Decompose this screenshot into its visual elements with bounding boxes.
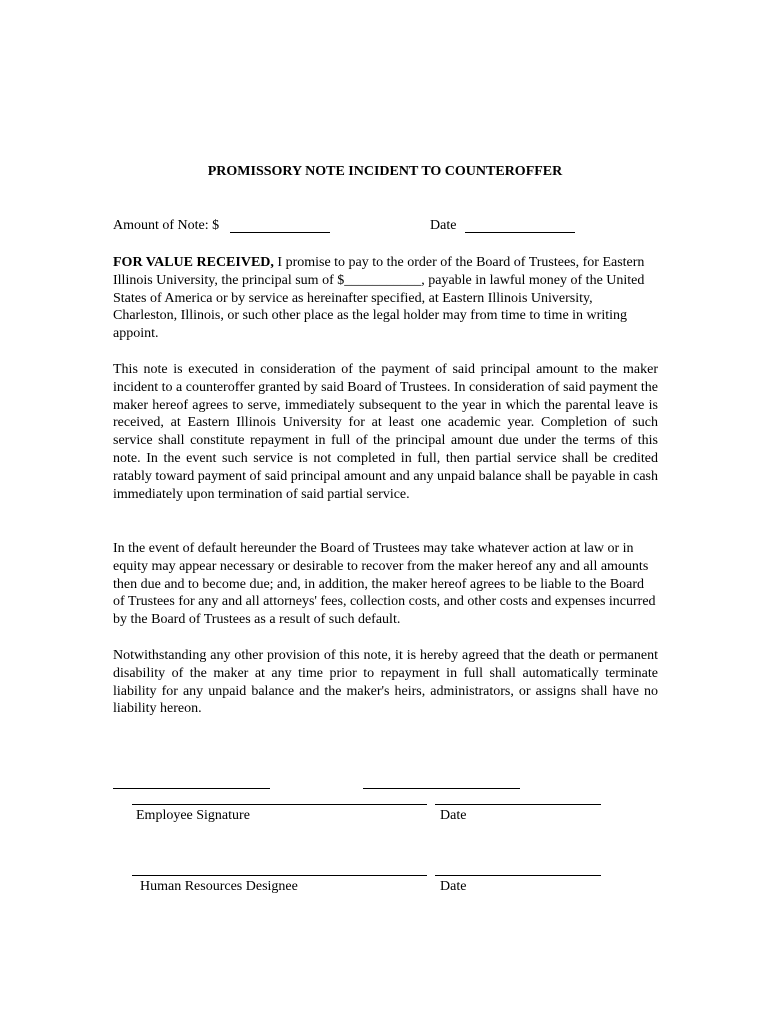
- hr-date-label: Date: [440, 879, 467, 894]
- paragraph-body: I promise to pay to the order of the Board of Trustees, for Eastern Illinois University, the principal sum of $___________, payable in lawful money of the United States of America or by service as hereinafter specified, at Eastern Illinois University, Charleston, Illinois, or such other place as the legal holder may from time to time in writing appoint.: [113, 255, 645, 342]
- paragraph-death-disability: Notwithstanding any other provision of this note, it is hereby agreed that the death or permanent disability of the maker at any time prior to repayment in full shall automatically terminate liability for any unpaid balance and the maker's heirs, administrators, or assigns shall have no liability hereon.: [113, 648, 658, 717]
- amount-blank-line[interactable]: [230, 232, 330, 233]
- document-title: PROMISSORY NOTE INCIDENT TO COUNTEROFFER: [207, 164, 563, 179]
- amount-date-row: [113, 218, 658, 238]
- hr-date-line[interactable]: [435, 875, 601, 876]
- hr-designee-label: Human Resources Designee: [140, 879, 298, 894]
- employee-date-label: Date: [440, 808, 467, 823]
- date-blank-line[interactable]: [465, 232, 575, 233]
- date-label: Date: [430, 218, 457, 233]
- employee-signature-label: Employee Signature: [136, 808, 250, 823]
- employee-date-line[interactable]: [435, 804, 601, 805]
- amount-label: Amount of Note: $: [113, 218, 220, 233]
- signature-line-upper-left[interactable]: [113, 788, 270, 789]
- paragraph-value-received: [113, 254, 658, 343]
- hr-signature-line[interactable]: [132, 875, 427, 876]
- paragraph-default: In the event of default hereunder the Board of Trustees may take whatever action at law or in equity may appear necessary or desirable to recover from the maker hereof any and all amounts then due and to become due; and, in addition, the maker hereof agrees to be liable to the Board of Trustees for any and all attorneys' fees, collection costs, and other costs and expenses incurred by the Board of Trustees as a result of such default.: [113, 541, 656, 628]
- employee-signature-line[interactable]: [132, 804, 427, 805]
- paragraph-lead: FOR VALUE RECEIVED,: [113, 255, 274, 270]
- paragraph-consideration: This note is executed in consideration of the payment of said principal amount to the maker incident to a counteroffer granted by said Board of Trustees. In consideration of said payment the maker hereof agrees to serve, immediately subsequent to the year in which the parental leave is received, at Eastern Illinois University for at least one academic year. Completion of such service shall constitute repayment in full of the principal amount due under the terms of this note. In the event such service is not completed in full, then partial service shall be credited ratably toward payment of said principal amount and any unpaid balance shall be payable in cash immediately upon termination of said partial service.: [113, 362, 658, 502]
- signature-line-upper-right[interactable]: [363, 788, 520, 789]
